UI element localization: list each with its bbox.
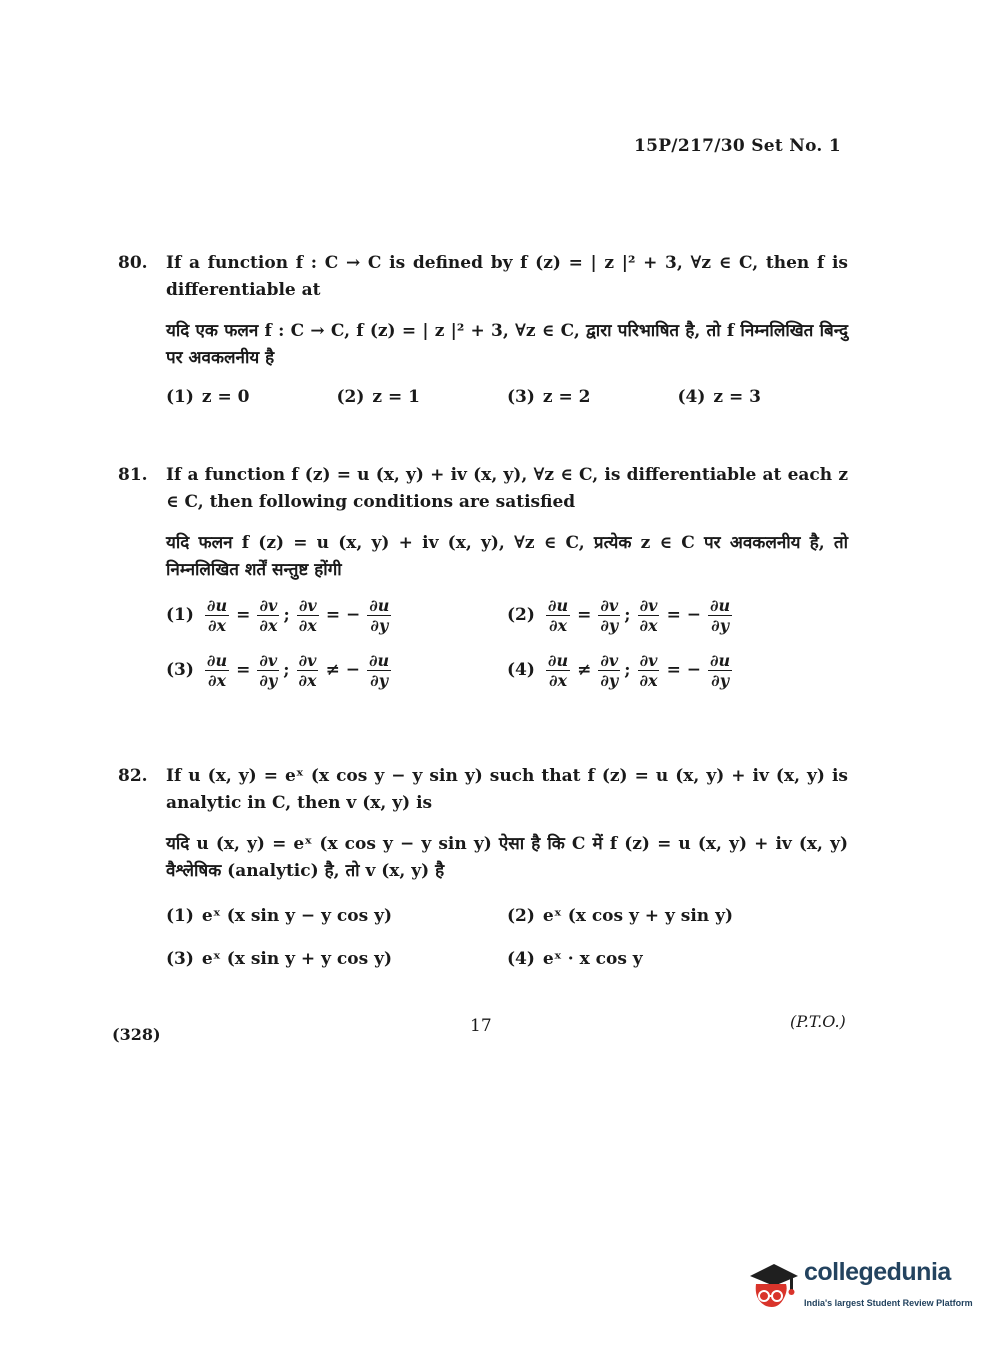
question-80	[118, 250, 848, 411]
option-2: (2) z = 1	[336, 387, 420, 407]
question-text-hindi: यदि u (x, y) = eˣ (x cos y − y sin y) ऐसा है कि C में f (z) = u (x, y) + iv (x, y) वैश्लेषिक (analytic) है, तो v (x, y) है	[166, 834, 848, 881]
question-text-hindi: यदि एक फलन f : C → C, f (z) = | z |² + 3, ∀z ∈ C, द्वारा परिभाषित है, तो f निम्नलिखित बिन्दु पर अवकलनीय है	[166, 321, 848, 368]
fraction: $\frac{\partial v}{\partial y}$	[600, 596, 619, 635]
option-4: (4) z = 3	[677, 387, 761, 407]
fraction: $\frac{\partial u}{\partial x}$	[547, 651, 569, 690]
question-text-english: If a function f : C → C is defined by f (z) = | z |² + 3, ∀z ∈ C, then f is differentiable at	[166, 253, 848, 300]
question-text-hindi: यदि फलन f (z) = u (x, y) + iv (x, y), ∀z ∈ C, प्रत्येक z ∈ C पर अवकलनीय है, तो निम्नलिखित शर्तें सन्तुष्ट होंगी	[166, 533, 848, 580]
logo-name: collegedunia	[804, 1258, 951, 1286]
paper-code: 15P/217/30 Set No. 1	[633, 136, 841, 156]
page-number: 17	[470, 1016, 492, 1036]
fraction: $\frac{\partial u}{\partial x}$	[206, 651, 228, 690]
question-number: 81.	[118, 465, 148, 485]
fraction: $\frac{\partial u}{\partial y}$	[369, 596, 390, 635]
fraction: $\frac{\partial u}{\partial y}$	[710, 596, 731, 635]
options	[166, 596, 848, 706]
option-1: (1) z = 0	[166, 387, 250, 407]
fraction: $\frac{\partial v}{\partial x}$	[298, 651, 317, 690]
fraction: $\frac{\partial v}{\partial y}$	[259, 651, 278, 690]
option-3: (3) z = 2	[507, 387, 591, 407]
option-1: (1) eˣ (x sin y − y cos y)	[166, 906, 392, 926]
question-81	[118, 462, 848, 706]
option-4: (4) $\frac{\partial u}{\partial x}$ ≠ $\frac{\partial v}{\partial y}$ ; $\frac{\partial v}{\partial x}$ = − $\frac{\partial u}{\partial y}$	[507, 651, 731, 690]
option-4: (4) eˣ · x cos y	[507, 949, 643, 969]
fraction: $\frac{\partial v}{\partial x}$	[298, 596, 317, 635]
option-1: (1) $\frac{\partial u}{\partial x}$ = $\frac{\partial v}{\partial x}$ ; $\frac{\partial v}{\partial x}$ = − $\frac{\partial u}{\partial y}$	[166, 596, 390, 635]
graduate-cap-icon	[742, 1254, 802, 1314]
fraction: $\frac{\partial u}{\partial x}$	[206, 596, 228, 635]
fraction: $\frac{\partial v}{\partial x}$	[259, 596, 278, 635]
option-2: (2) eˣ (x cos y + y sin y)	[507, 906, 733, 926]
option-3: (3) eˣ (x sin y + y cos y)	[166, 949, 392, 969]
fraction: $\frac{\partial v}{\partial x}$	[639, 596, 658, 635]
question-82	[118, 763, 848, 989]
fraction: $\frac{\partial u}{\partial y}$	[369, 651, 390, 690]
question-text-english: If u (x, y) = eˣ (x cos y − y sin y) such that f (z) = u (x, y) + iv (x, y) is analytic in C, then v (x, y) is	[166, 766, 848, 813]
question-number: 80.	[118, 253, 148, 273]
logo-tagline: India's largest Student Review Platform	[804, 1298, 973, 1308]
question-text-english: If a function f (z) = u (x, y) + iv (x, y), ∀z ∈ C, is differentiable at each z ∈ C, then following conditions are satisfied	[166, 465, 848, 512]
options	[166, 903, 848, 989]
pto-label: (P.T.O.)	[790, 1012, 846, 1031]
fraction: $\frac{\partial v}{\partial x}$	[639, 651, 658, 690]
option-2: (2) $\frac{\partial u}{\partial x}$ = $\frac{\partial v}{\partial y}$ ; $\frac{\partial v}{\partial x}$ = − $\frac{\partial u}{\partial y}$	[507, 596, 731, 635]
collegedunia-logo	[742, 1246, 972, 1316]
question-number: 82.	[118, 766, 148, 786]
footer-code: (328)	[112, 1025, 161, 1044]
option-3: (3) $\frac{\partial u}{\partial x}$ = $\frac{\partial v}{\partial y}$ ; $\frac{\partial v}{\partial x}$ ≠ − $\frac{\partial u}{\partial y}$	[166, 651, 390, 690]
fraction: $\frac{\partial u}{\partial y}$	[710, 651, 731, 690]
fraction: $\frac{\partial v}{\partial y}$	[600, 651, 619, 690]
fraction: $\frac{\partial u}{\partial x}$	[547, 596, 569, 635]
options	[166, 384, 848, 411]
